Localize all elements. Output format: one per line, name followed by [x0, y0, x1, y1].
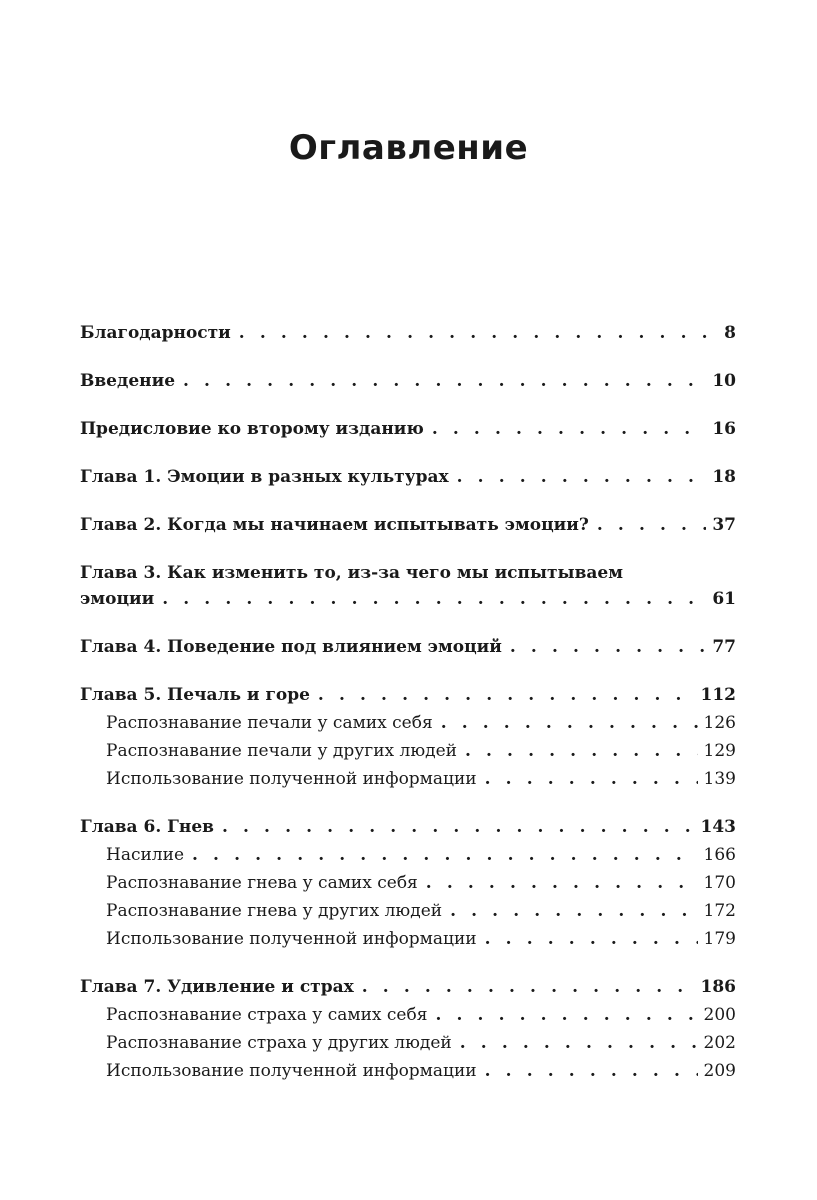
toc-page-number: 200: [703, 1005, 736, 1025]
toc-page-number: 126: [703, 713, 736, 733]
toc-entry-label: Глава 6. Гнев: [80, 817, 214, 837]
dot-leader: [460, 1030, 698, 1056]
toc-entry-label: Глава 7. Удивление и страх: [80, 977, 354, 997]
toc-subentry[interactable]: [80, 766, 736, 792]
dot-leader: [426, 870, 698, 896]
dot-leader: [465, 738, 698, 764]
table-of-contents: [80, 320, 736, 1084]
toc-entry-chapter-1[interactable]: [80, 464, 736, 490]
page-title: Оглавление: [288, 128, 529, 168]
toc-entry-label: Благодарности: [80, 323, 231, 343]
toc-page-number: 10: [712, 371, 736, 391]
toc-subentry[interactable]: [80, 1002, 736, 1028]
toc-subentry-label: Распознавание страха у других людей: [106, 1033, 452, 1053]
toc-entry-chapter-2[interactable]: [80, 512, 736, 538]
toc-entry-label: Глава 5. Печаль и горе: [80, 685, 310, 705]
toc-page-number: 61: [712, 589, 736, 609]
toc-entry-label: Глава 1. Эмоции в разных культурах: [80, 467, 449, 487]
toc-entry-label: Введение: [80, 371, 176, 391]
toc-page-number: 170: [703, 873, 736, 893]
toc-page-number: 179: [703, 929, 736, 949]
toc-subentry[interactable]: [80, 898, 736, 924]
toc-page-number: 8: [724, 323, 736, 343]
toc-entry-label: Глава 2. Когда мы начинаем испытывать эмоции?: [80, 515, 589, 535]
dot-leader: [183, 368, 706, 394]
toc-subentry-label: Распознавание печали у других людей: [106, 741, 457, 761]
toc-entry-chapter-5[interactable]: [80, 682, 736, 708]
toc-page-number: 202: [703, 1033, 736, 1053]
dot-leader: [450, 898, 697, 924]
toc-page-number: 209: [703, 1061, 736, 1081]
toc-entry-label-line2: эмоции: [80, 589, 155, 609]
toc-page-number: 139: [703, 769, 736, 789]
toc-subentry[interactable]: [80, 926, 736, 952]
toc-page-number: 37: [712, 515, 736, 535]
toc-subentry-label: Распознавание гнева у самих себя: [106, 873, 418, 893]
toc-page-number: 18: [712, 467, 736, 487]
toc-entry-label: Глава 4. Поведение под влиянием эмоций: [80, 637, 502, 657]
toc-subentry[interactable]: [80, 842, 736, 868]
toc-entry-label: Предисловие ко второму изданию: [80, 419, 424, 439]
dot-leader: [362, 974, 695, 1000]
dot-leader: [432, 416, 707, 442]
toc-entry-chapter-6[interactable]: [80, 814, 736, 840]
toc-page-number: 143: [700, 817, 736, 837]
toc-subentry[interactable]: [80, 738, 736, 764]
toc-subentry-label: Распознавание страха у самих себя: [106, 1005, 428, 1025]
toc-page-number: 186: [700, 977, 736, 997]
dot-leader: [441, 710, 698, 736]
dot-leader: [162, 586, 706, 612]
toc-page-number: 77: [712, 637, 736, 657]
dot-leader: [485, 766, 698, 792]
toc-subentry[interactable]: [80, 870, 736, 896]
dot-leader: [239, 320, 718, 346]
toc-subentry-label: Насилие: [106, 845, 185, 865]
toc-entry-chapter-3[interactable]: [80, 560, 736, 612]
dot-leader: [485, 1058, 698, 1084]
toc-entry-introduction[interactable]: [80, 368, 736, 394]
toc-entry-preface[interactable]: [80, 416, 736, 442]
dot-leader: [435, 1002, 697, 1028]
toc-subentry-label: Использование полученной информации: [106, 929, 477, 949]
toc-page-number: 172: [703, 901, 736, 921]
toc-page-number: 16: [712, 419, 736, 439]
toc-page-number: 129: [703, 741, 736, 761]
toc-page-number: 166: [703, 845, 736, 865]
toc-entry-acknowledgments[interactable]: [80, 320, 736, 346]
dot-leader: [510, 634, 706, 660]
toc-subentry-label: Использование полученной информации: [106, 769, 477, 789]
toc-subentry[interactable]: [80, 1030, 736, 1056]
dot-leader: [457, 464, 707, 490]
toc-page-number: 112: [700, 685, 736, 705]
toc-entry-chapter-7[interactable]: [80, 974, 736, 1000]
toc-entry-label-line1: Глава 3. Как изменить то, из-за чего мы испытываем: [80, 563, 624, 583]
toc-subentry[interactable]: [80, 1058, 736, 1084]
dot-leader: [318, 682, 695, 708]
toc-subentry-label: Распознавание печали у самих себя: [106, 713, 433, 733]
toc-subentry[interactable]: [80, 710, 736, 736]
dot-leader: [192, 842, 698, 868]
dot-leader: [597, 512, 706, 538]
toc-entry-chapter-4[interactable]: [80, 634, 736, 660]
toc-subentry-label: Распознавание гнева у других людей: [106, 901, 443, 921]
dot-leader: [222, 814, 695, 840]
toc-subentry-label: Использование полученной информации: [106, 1061, 477, 1081]
dot-leader: [485, 926, 698, 952]
